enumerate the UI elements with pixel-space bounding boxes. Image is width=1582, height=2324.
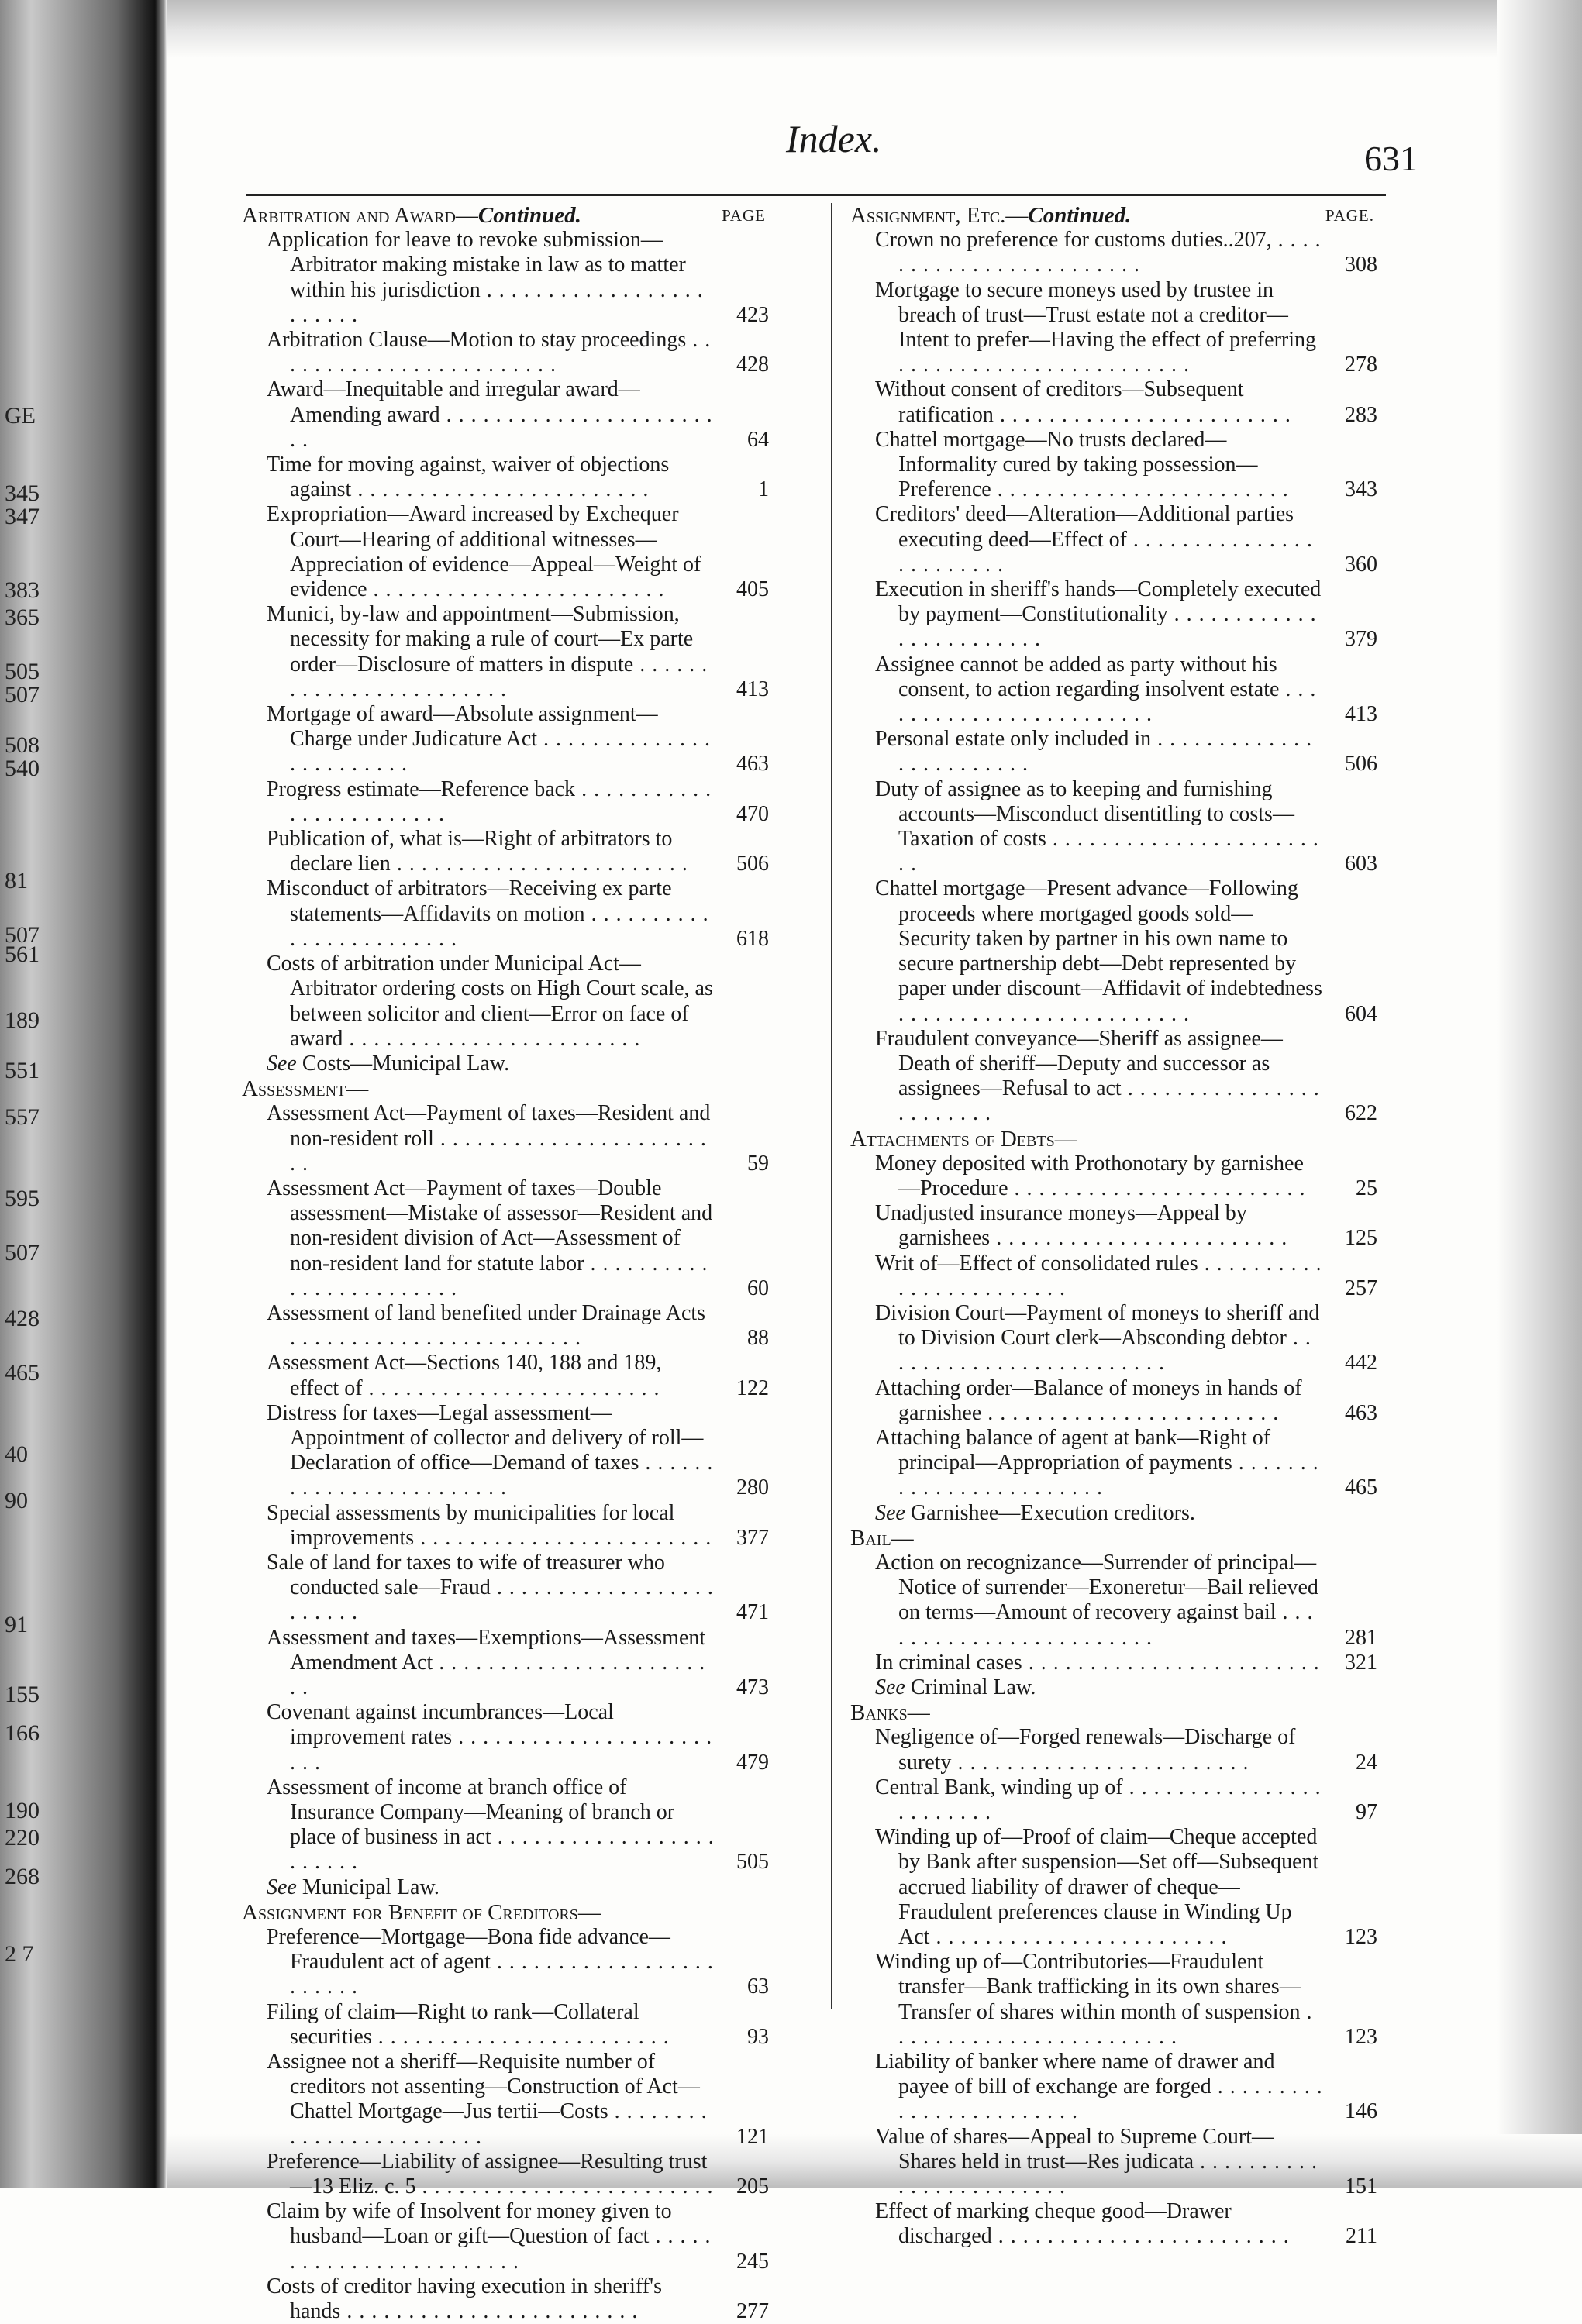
margin-number: 268 bbox=[5, 1864, 40, 1889]
see-target: Costs—Municipal Law. bbox=[302, 1051, 510, 1076]
index-entry-text: Time for moving against, waiver of objections against . . . bbox=[267, 453, 669, 501]
index-entry-text: Distress for taxes—Legal assessment—Appointment of collector and delivery of roll—Declaration of office—Demand of taxes . . . bbox=[267, 1401, 713, 1500]
margin-number: 507 bbox=[5, 1240, 40, 1265]
column-heading-continued: Continued. bbox=[477, 203, 581, 228]
index-entry-text: Creditors' deed—Alteration—Additional parties executing deed—Effect of . . . bbox=[875, 502, 1313, 576]
margin-number: 220 bbox=[5, 1825, 40, 1851]
index-entry bbox=[267, 952, 769, 1052]
index-entry-page: 463 bbox=[1345, 1400, 1377, 1425]
index-entry-text: Assignee not a sheriff—Requisite number of creditors not assenting—Construction of Act—Chattel Mortgage—Jus tertii—Costs . . . bbox=[267, 2050, 708, 2149]
index-entry-page: 506 bbox=[1345, 752, 1377, 776]
index-entry-page: 24 bbox=[1356, 1750, 1377, 1775]
index-entry-page: 465 bbox=[1345, 1475, 1377, 1500]
index-entry bbox=[267, 1775, 769, 1875]
index-entry-text: Fraudulent conveyance—Sheriff as assignee—Death of sheriff—Deputy and successor as assignees—Refusal to act . . . bbox=[875, 1027, 1320, 1126]
index-entry-text: Assessment Act—Sections 140, 188 and 189, effect of . . . bbox=[267, 1351, 661, 1400]
index-entry-text: Division Court—Payment of moneys to sheriff and to Division Court clerk—Absconding debtor . . . bbox=[875, 1301, 1319, 1375]
index-entry bbox=[875, 652, 1377, 728]
index-entry-page: 622 bbox=[1345, 1101, 1377, 1126]
see-also-reference bbox=[267, 1875, 769, 1900]
page-title: Index. bbox=[786, 117, 882, 160]
index-entry-text: Duty of assignee as to keeping and furnishing accounts—Misconduct disentitling to costs—Taxation of costs . . . bbox=[875, 777, 1319, 876]
index-entry-text: Preference—Liability of assignee—Resulting trust—13 Eliz. c. 5 . . . bbox=[267, 2150, 714, 2198]
index-entry bbox=[875, 2199, 1377, 2249]
index-entry-page: 123 bbox=[1345, 1925, 1377, 1950]
index-entry bbox=[875, 377, 1377, 427]
index-entry bbox=[875, 876, 1377, 1026]
index-entry-page: 205 bbox=[736, 2174, 769, 2199]
column-page-label: PAGE. bbox=[1325, 206, 1374, 225]
see-label: See bbox=[267, 1051, 297, 1076]
index-entry bbox=[875, 727, 1377, 776]
index-entry bbox=[267, 1101, 769, 1176]
margin-number: 40 bbox=[5, 1441, 28, 1467]
index-entry-page: 321 bbox=[1345, 1650, 1377, 1675]
index-entry bbox=[267, 1351, 769, 1400]
column-heading bbox=[242, 203, 769, 228]
index-entry bbox=[267, 453, 769, 502]
margin-number: 2 7 bbox=[5, 1941, 34, 1967]
index-entry-page: 377 bbox=[736, 1525, 769, 1550]
margin-number: 561 bbox=[5, 942, 40, 967]
margin-number: 383 bbox=[5, 577, 40, 603]
index-entry bbox=[875, 1775, 1377, 1825]
margin-number: 507 bbox=[5, 922, 40, 948]
index-entry-page: 506 bbox=[736, 852, 769, 876]
see-target: Municipal Law. bbox=[302, 1875, 439, 1899]
right-scan-edge bbox=[1497, 0, 1582, 2188]
index-entry-page: 470 bbox=[736, 801, 769, 826]
index-entry bbox=[875, 278, 1377, 378]
page-number: 631 bbox=[1364, 139, 1418, 178]
margin-number: GE bbox=[5, 403, 36, 429]
index-entry-page: 125 bbox=[1345, 1226, 1377, 1251]
left-index-entries bbox=[242, 228, 769, 2324]
index-entry-text: Expropriation—Award increased by Exchequer Court—Hearing of additional witnesses—Appreciation of evidence—Appeal—Weight of evidence . . . bbox=[267, 502, 701, 601]
see-target: Garnishee—Execution creditors. bbox=[910, 1500, 1195, 1525]
index-entry-page: 463 bbox=[736, 752, 769, 776]
index-entry-text: Claim by wife of Insolvent for money given to husband—Loan or gift—Question of fact . . . bbox=[267, 2199, 711, 2273]
index-entry-text: Execution in sheriff's hands—Completely executed by payment—Constitutionality . . . bbox=[875, 577, 1321, 651]
index-entry-text: Costs of creditor having execution in sheriff's hands . . . bbox=[267, 2274, 662, 2323]
index-entry-page: 245 bbox=[736, 2249, 769, 2274]
index-entry-page: 413 bbox=[736, 677, 769, 701]
index-entry bbox=[875, 1651, 1377, 1675]
index-entry-page: 423 bbox=[736, 302, 769, 327]
index-entry-page: 405 bbox=[736, 577, 769, 602]
index-entry bbox=[267, 1401, 769, 1501]
index-entry-page: 360 bbox=[1345, 552, 1377, 577]
index-entry-text: Central Bank, winding up of . . . bbox=[875, 1775, 1322, 1824]
index-entry-page: 123 bbox=[1345, 2024, 1377, 2049]
facing-page-margin-numbers bbox=[0, 0, 93, 2188]
margin-number: 345 bbox=[5, 480, 40, 506]
index-entry bbox=[875, 777, 1377, 877]
index-entry-text: Value of shares—Appeal to Supreme Court—Shares held in trust—Res judicata . . . bbox=[875, 2125, 1318, 2198]
index-entry-text: Arbitration Clause—Motion to stay proceedings . . . bbox=[267, 328, 711, 377]
margin-number: 155 bbox=[5, 1682, 40, 1707]
margin-number: 551 bbox=[5, 1058, 40, 1083]
index-entry bbox=[267, 1176, 769, 1301]
left-index-column bbox=[242, 203, 769, 2324]
right-index-entries bbox=[850, 228, 1377, 2249]
index-entry bbox=[267, 1700, 769, 1775]
index-entry-text: Unadjusted insurance moneys—Appeal by garnishees . . . bbox=[875, 1201, 1287, 1250]
index-entry-text: Chattel mortgage—Present advance—Following proceeds where mortgaged goods sold—Security taken by partner in his own name to secure partnership debt—Debt represented by paper under discount—Affidavit of indebtedness . . . bbox=[875, 876, 1322, 1025]
index-entry-text: Sale of land for taxes to wife of treasurer who conducted sale—Fraud . . . bbox=[267, 1551, 714, 1624]
index-entry bbox=[267, 1925, 769, 2000]
index-entry-text: Winding up of—Proof of claim—Cheque accepted by Bank after suspension—Set off—Subsequent accrued liability of drawer of cheque—Fraudulent preferences clause in Winding Up Act . . . bbox=[875, 1825, 1318, 1949]
see-label: See bbox=[875, 1675, 905, 1699]
index-entry bbox=[267, 2150, 769, 2199]
index-entry bbox=[267, 876, 769, 952]
index-entry-page: 604 bbox=[1345, 1001, 1377, 1026]
index-entry-page: 442 bbox=[1345, 1351, 1377, 1375]
index-entry-page: 60 bbox=[747, 1276, 769, 1300]
index-entry-text: Filing of claim—Right to rank—Collateral securities . . . bbox=[267, 2000, 670, 2049]
column-heading bbox=[850, 203, 1377, 228]
index-entry bbox=[267, 377, 769, 453]
index-entry bbox=[875, 228, 1377, 277]
index-entry-text: Assessment and taxes—Exemptions—Assessment Amendment Act . . . bbox=[267, 1626, 705, 1699]
index-entry-text: Writ of—Effect of consolidated rules . . . bbox=[875, 1252, 1322, 1300]
index-entry-page: 281 bbox=[1345, 1625, 1377, 1650]
index-entry-page: 122 bbox=[736, 1375, 769, 1400]
index-entry bbox=[875, 502, 1377, 577]
index-entry bbox=[875, 1027, 1377, 1127]
index-entry-text: Money deposited with Prothonotary by garnishee—Procedure . . . bbox=[875, 1152, 1306, 1200]
index-entry-page: 618 bbox=[736, 926, 769, 951]
index-entry bbox=[267, 702, 769, 777]
margin-number: 166 bbox=[5, 1720, 40, 1746]
column-heading-label: Assignment, Etc.— bbox=[850, 203, 1029, 228]
index-entry-page: 121 bbox=[736, 2124, 769, 2149]
margin-number: 190 bbox=[5, 1798, 40, 1823]
margin-number: 465 bbox=[5, 1360, 40, 1386]
see-also-reference bbox=[875, 1501, 1377, 1526]
index-entry-page: 343 bbox=[1345, 477, 1377, 502]
index-entry bbox=[267, 1551, 769, 1626]
index-entry-text: Assessment Act—Payment of taxes—Resident and non-resident roll . . . bbox=[267, 1101, 710, 1175]
index-entry-page: 603 bbox=[1345, 852, 1377, 876]
index-entry bbox=[267, 2274, 769, 2324]
index-entry-page: 25 bbox=[1356, 1176, 1377, 1200]
index-entry bbox=[875, 1426, 1377, 1501]
see-also-reference bbox=[875, 1675, 1377, 1700]
index-section-heading: Assignment for Benefit of Creditors— bbox=[242, 1899, 601, 1925]
index-entry bbox=[875, 1725, 1377, 1775]
index-entry-text: Effect of marking cheque good—Drawer discharged . . . bbox=[875, 2199, 1290, 2248]
index-section-heading: Assessment— bbox=[242, 1076, 369, 1102]
index-entry bbox=[875, 428, 1377, 503]
index-entry bbox=[875, 2050, 1377, 2125]
index-entry-page: 97 bbox=[1356, 1800, 1377, 1824]
see-label: See bbox=[875, 1500, 905, 1525]
index-entry-text: Without consent of creditors—Subsequent ratification . . . bbox=[875, 377, 1291, 426]
index-entry-page: 428 bbox=[736, 353, 769, 377]
index-entry bbox=[267, 502, 769, 602]
index-entry-text: In criminal cases . . . bbox=[875, 1651, 1320, 1675]
index-entry bbox=[875, 1252, 1377, 1301]
margin-number: 347 bbox=[5, 504, 40, 529]
index-entry-page: 257 bbox=[1345, 1276, 1377, 1300]
index-entry-text: Preference—Mortgage—Bona fide advance—Fraudulent act of agent . . . bbox=[267, 1925, 714, 1999]
margin-number: 91 bbox=[5, 1612, 28, 1637]
index-entry-page: 277 bbox=[736, 2299, 769, 2324]
index-entry-text: Liability of banker where name of drawer and payee of bill of exchange are forged . . . bbox=[875, 2050, 1323, 2123]
index-entry-page: 308 bbox=[1345, 253, 1377, 277]
index-entry bbox=[875, 1551, 1377, 1651]
index-entry-page: 63 bbox=[747, 1975, 769, 1999]
see-target: Criminal Law. bbox=[910, 1675, 1036, 1699]
right-index-column bbox=[850, 203, 1377, 2250]
index-entry bbox=[267, 2000, 769, 2050]
index-entry-page: 146 bbox=[1345, 2099, 1377, 2124]
index-entry bbox=[875, 1301, 1377, 1376]
index-entry-page: 283 bbox=[1345, 402, 1377, 427]
index-entry-text: Negligence of—Forged renewals—Discharge of surety . . . bbox=[875, 1725, 1295, 1774]
index-entry-page: 413 bbox=[1345, 702, 1377, 727]
index-entry bbox=[267, 328, 769, 377]
column-divider bbox=[831, 203, 832, 2009]
index-entry bbox=[267, 827, 769, 876]
index-entry-text: Personal estate only included in . . . bbox=[875, 727, 1312, 776]
index-entry bbox=[875, 1950, 1377, 2050]
index-entry-page: 280 bbox=[736, 1475, 769, 1500]
index-entry-text: Progress estimate—Reference back . . . bbox=[267, 777, 712, 826]
index-entry-page: 479 bbox=[736, 1750, 769, 1775]
margin-number: 507 bbox=[5, 682, 40, 708]
index-entry bbox=[875, 1201, 1377, 1251]
index-entry-text: Misconduct of arbitrators—Receiving ex parte statements—Affidavits on motion . . . bbox=[267, 876, 709, 950]
column-heading-continued: Continued. bbox=[1028, 203, 1132, 228]
index-entry bbox=[267, 2199, 769, 2274]
index-entry-page: 151 bbox=[1345, 2174, 1377, 2199]
index-entry bbox=[875, 1376, 1377, 1426]
index-entry bbox=[267, 602, 769, 702]
index-section-heading: Bail— bbox=[850, 1525, 914, 1551]
see-label: See bbox=[267, 1875, 297, 1899]
index-entry bbox=[267, 228, 769, 328]
index-entry-text: Assessment of income at branch office of Insurance Company—Meaning of branch or place of business in act . . . bbox=[267, 1775, 715, 1875]
index-section-heading: Banks— bbox=[850, 1700, 930, 1726]
index-section-heading: Attachments of Debts— bbox=[850, 1126, 1077, 1152]
index-entry-text: Assessment of land benefited under Drainage Acts . . . bbox=[267, 1301, 705, 1350]
index-entry-text: Munici, by-law and appointment—Submission, necessity for making a rule of court—Ex parte order—Disclosure of matters in dispute . . . bbox=[267, 602, 708, 701]
column-heading-label: Arbitration and Award— bbox=[242, 203, 478, 228]
index-entry-page: 471 bbox=[736, 1600, 769, 1625]
index-entry-text: Crown no preference for customs duties..207, . . . bbox=[875, 228, 1322, 277]
index-entry-page: 59 bbox=[747, 1151, 769, 1176]
index-entry-text: Covenant against incumbrances—Local improvement rates . . . bbox=[267, 1700, 712, 1774]
index-entry-text: Attaching balance of agent at bank—Right of principal—Appropriation of payments . . . bbox=[875, 1426, 1319, 1499]
index-entry-page: 278 bbox=[1345, 353, 1377, 377]
margin-number: 81 bbox=[5, 868, 28, 893]
index-entry-page: 211 bbox=[1346, 2224, 1377, 2249]
index-entry-text: Application for leave to revoke submission—Arbitrator making mistake in law as to matter within his jurisdiction . . . bbox=[267, 228, 704, 327]
index-entry-text: Chattel mortgage—No trusts declared—Informality cured by taking possession—Preference . . . bbox=[875, 428, 1289, 501]
index-entry-text: Attaching order—Balance of moneys in hands of garnishee . . . bbox=[875, 1376, 1302, 1425]
margin-number: 428 bbox=[5, 1306, 40, 1331]
index-entry bbox=[267, 777, 769, 827]
column-page-label: PAGE bbox=[722, 206, 766, 225]
see-also-reference bbox=[267, 1052, 769, 1076]
top-scan-edge bbox=[167, 0, 1582, 58]
margin-number: 595 bbox=[5, 1186, 40, 1211]
index-entry bbox=[875, 1825, 1377, 1950]
index-entry-page: 93 bbox=[747, 2024, 769, 2049]
index-entry bbox=[267, 1626, 769, 1701]
index-entry-page: 473 bbox=[736, 1675, 769, 1699]
index-entry bbox=[267, 1501, 769, 1551]
index-entry-text: Publication of, what is—Right of arbitrators to declare lien . . . bbox=[267, 827, 688, 876]
index-entry-text: Mortgage to secure moneys used by trustee in breach of trust—Trust estate not a creditor—Intent to prefer—Having the effect of preferring . . . bbox=[875, 278, 1316, 377]
index-entry-text: Costs of arbitration under Municipal Act—Arbitrator ordering costs on High Court scale, as between solicitor and client—Error on face of award . . . bbox=[267, 952, 713, 1051]
margin-number: 508 bbox=[5, 732, 40, 758]
margin-number: 505 bbox=[5, 659, 40, 684]
index-entry-page: 88 bbox=[747, 1326, 769, 1351]
margin-number: 557 bbox=[5, 1104, 40, 1130]
index-entry-text: Award—Inequitable and irregular award—Amending award . . . bbox=[267, 377, 713, 451]
index-entry-page: 379 bbox=[1345, 627, 1377, 652]
index-entry bbox=[267, 1301, 769, 1351]
margin-number: 365 bbox=[5, 604, 40, 630]
index-entry bbox=[875, 1152, 1377, 1201]
index-entry-text: Special assessments by municipalities for local improvements . . . bbox=[267, 1501, 712, 1550]
index-entry-page: 505 bbox=[736, 1850, 769, 1875]
index-entry-text: Assessment Act—Payment of taxes—Double assessment—Mistake of assessor—Resident and non-resident division of Act—Assessment of non-resident land for statute labor . . . bbox=[267, 1176, 712, 1300]
header-rule bbox=[246, 194, 1386, 196]
index-entry-text: Assignee cannot be added as party without his consent, to action regarding insolvent estate . . . bbox=[875, 652, 1316, 726]
margin-number: 540 bbox=[5, 756, 40, 781]
index-entry-text: Winding up of—Contributories—Fraudulent transfer—Bank trafficking in its own shares—Transfer of shares within month of suspension . . . bbox=[875, 1950, 1312, 2049]
index-entry-page: 1 bbox=[758, 477, 769, 502]
index-entry-page: 64 bbox=[747, 427, 769, 452]
index-entry-text: Action on recognizance—Surrender of principal—Notice of surrender—Exoneretur—Bail relieved on terms—Amount of recovery against bail . . . bbox=[875, 1551, 1318, 1650]
index-entry bbox=[875, 577, 1377, 652]
margin-number: 189 bbox=[5, 1007, 40, 1033]
index-entry-text: Mortgage of award—Absolute assignment—Charge under Judicature Act . . . bbox=[267, 702, 711, 776]
index-entry bbox=[267, 2050, 769, 2150]
margin-number: 90 bbox=[5, 1488, 28, 1513]
